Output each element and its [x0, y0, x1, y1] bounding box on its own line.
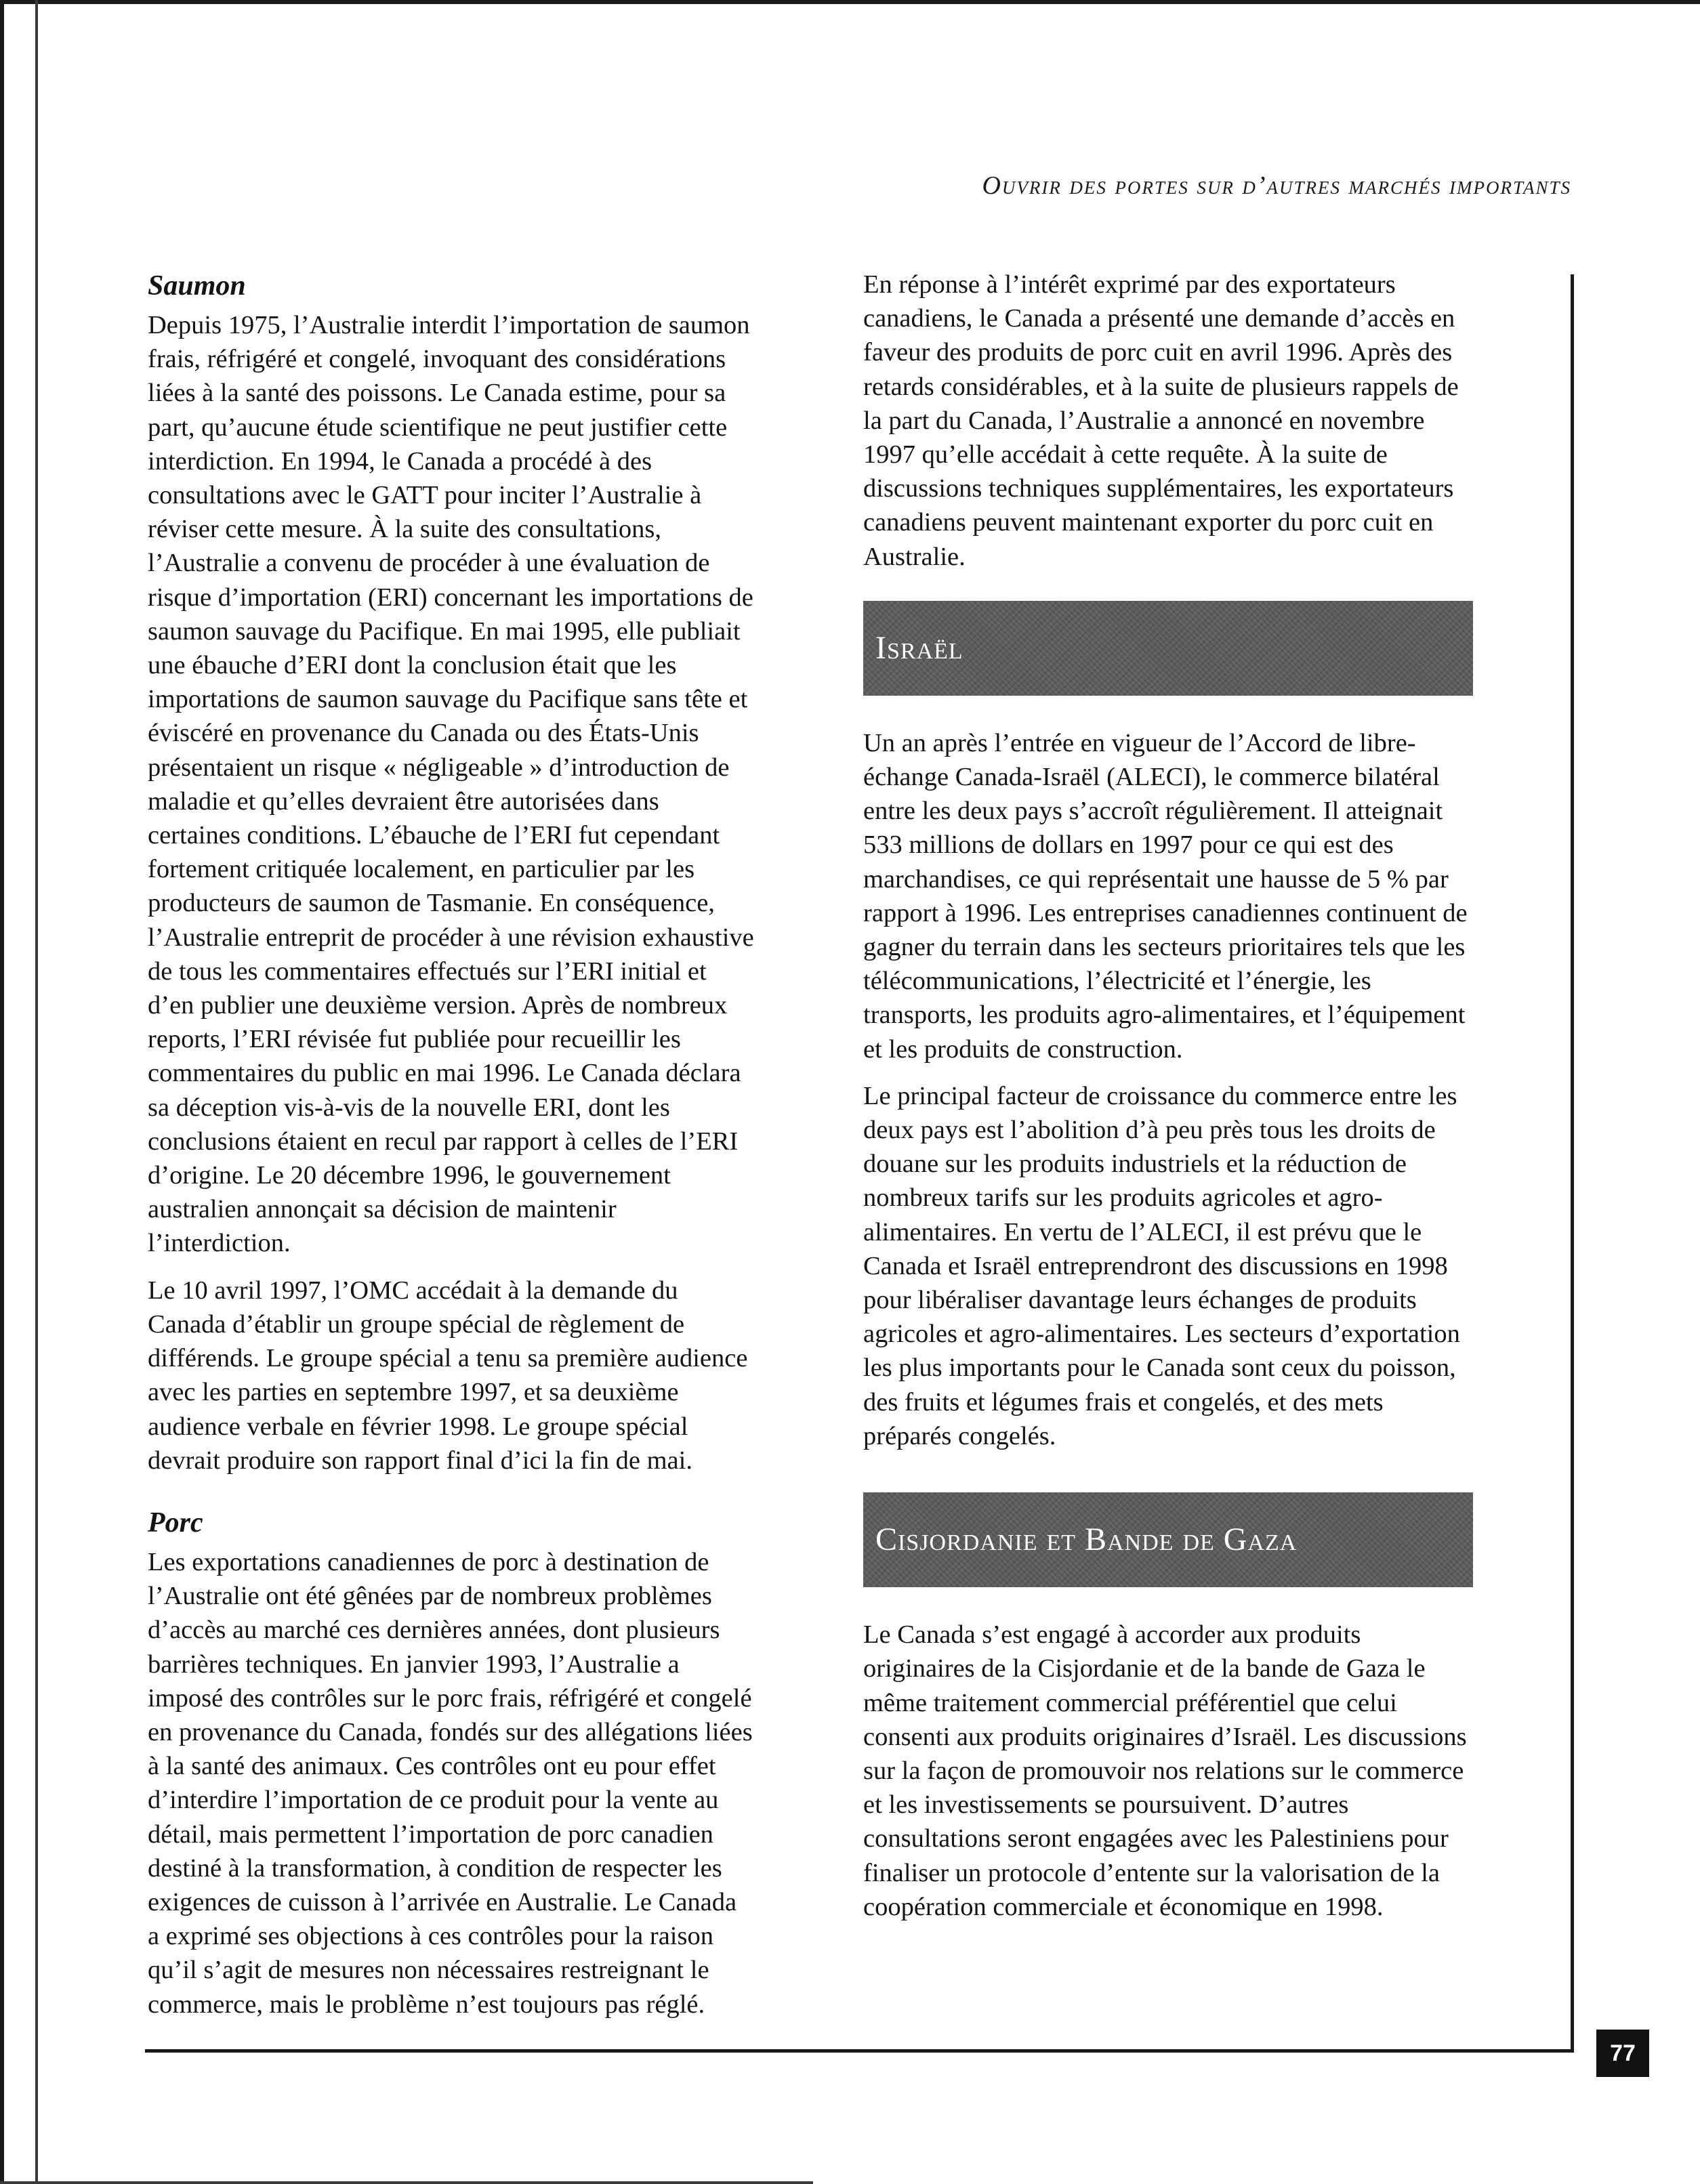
scan-edge-left-inner — [35, 0, 38, 2184]
israel-section-banner — [863, 601, 1473, 696]
saumon-paragraph: Depuis 1975, l’Australie interdit l’importation de saumon frais, réfrigéré et congelé, invoquant des considérations liées à la santé des poissons. Le Canada estime, pour sa part, qu’aucune étude scientifique ne peut justifier cette interdiction. En 1994, le Canada a procédé à des consultations avec le GATT pour inciter l’Australie à réviser cette mesure. À la suite des consultations, l’Australie a convenu de procéder à une évaluation de risque d’importation (ERI) concernant les importations de saumon sauvage du Pacifique. En mai 1995, elle publiait une ébauche d’ERI dont la conclusion était que les importations de saumon sauvage du Pacifique sans tête et éviscéré en provenance du Canada ou des États-Unis présentaient un risque « négligeable » d’introduction de maladie et qu’elles devraient être autorisées dans certaines conditions. L’ébauche de l’ERI fut cependant fortement critiquée localement, en particulier par les producteurs de saumon de Tasmanie. En conséquence, l’Australie entreprit de procéder à une révision exhaustive de tous les commentaires effectués sur l’ERI initial et d’en publier une deuxième version. Après de nombreux reports, l’ERI révisée fut publiée pour recueillir les commentaires du public en mai 1996. Le Canada déclara sa déception vis-à-vis de la nouvelle ERI, dont les conclusions étaient en recul par rapport à celles de l’ERI d’origine. Le 20 décembre 1996, le gouvernement australien annonçait sa décision de maintenir l’interdiction. — [148, 311, 754, 1258]
gaza-banner-title: Cisjordanie et Bande de Gaza — [875, 1521, 1298, 1557]
israel-banner-title: Israël — [875, 629, 963, 666]
bottom-horizontal-rule — [145, 2049, 1574, 2053]
page-number-badge: 77 — [1596, 2030, 1649, 2077]
gaza-paragraph: Le Canada s’est engagé à accorder aux produits originaires de la Cisjordanie et de la bande de Gaza le même traitement commercial préférentiel que celui consenti aux produits originaires d’Israël. Les discussions sur la façon de promouvoir nos relations sur le commerce et les investissements se poursuivent. D’autres consultations seront engagées avec les Palestiniens pour finaliser un protocole d’entente sur la valorisation de la coopération commerciale et économique en 1998. — [863, 1620, 1467, 1921]
left-column — [148, 268, 754, 2034]
gaza-section-banner — [863, 1492, 1473, 1587]
right-vertical-rule — [1571, 274, 1574, 2049]
porc-paragraph: Les exportations canadiennes de porc à destination de l’Australie ont été gênées par de nombreux problèmes d’accès au marché ces dernières années, dont plusieurs barrières techniques. En janvier 1993, l’Australie a imposé des contrôles sur le porc frais, réfrigéré et congelé en provenance du Canada, fondés sur des allégations liées à la santé des animaux. Ces contrôles ont eu pour effet d’interdire l’importation de ce produit pour la vente au détail, mais permettent l’importation de porc canadien destiné à la transformation, à condition de respecter les exigences de cuisson à l’arrivée en Australie. Le Canada a exprimé ses objections à ces contrôles pour la raison qu’il s’agit de mesures non nécessaires restreignant le commerce, mais le problème n’est toujours pas réglé. — [148, 1547, 753, 2019]
israel-paragraph: Le principal facteur de croissance du commerce entre les deux pays est l’abolition d’à peu près tous les droits de douane sur les produits industriels et la réduction de nombreux tarifs sur les produits agricoles et agro-alimentaires. En vertu de l’ALECI, il est prévu que le Canada et Israël entreprendront des discussions en 1998 pour libéraliser davantage leurs échanges de produits agricoles et agro-alimentaires. Les secteurs d’exportation les plus importants pour le Canada sont ceux du poisson, des fruits et légumes frais et congelés, et des mets préparés congelés. — [863, 1081, 1460, 1450]
right-column — [863, 268, 1473, 1937]
scan-edge-top — [0, 0, 1700, 4]
saumon-heading: Saumon — [148, 270, 246, 301]
running-header: Ouvrir des portes sur d’autres marchés importants — [982, 171, 1571, 200]
porc-heading: Porc — [148, 1507, 203, 1538]
israel-paragraph: Un an après l’entrée en vigueur de l’Accord de libre-échange Canada-Israël (ALECI), le commerce bilatéral entre les deux pays s’accroît régulièrement. Il atteignait 533 millions de dollars en 1997 pour ce qui est des marchandises, ce qui représentait une hausse de 5 % par rapport à 1996. Les entreprises canadiennes continuent de gagner du terrain dans les secteurs prioritaires tels que les télécommunications, l’électricité et l’énergie, les transports, les produits agro-alimentaires, et l’équipement et les produits de construction. — [863, 728, 1468, 1064]
saumon-paragraph: Le 10 avril 1997, l’OMC accédait à la demande du Canada d’établir un groupe spécial de règlement de différends. Le groupe spécial a tenu sa première audience avec les parties en septembre 1997, et sa deuxième audience verbale en février 1998. Le groupe spécial devrait produire son rapport final d’ici la fin de mai. — [148, 1276, 748, 1475]
scan-edge-left — [0, 0, 4, 2184]
scan-edge-bottom — [0, 2181, 813, 2184]
porc-cuit-paragraph: En réponse à l’intérêt exprimé par des exportateurs canadiens, le Canada a présenté une demande d’accès en faveur des produits de porc cuit en avril 1996. Après des retards considérables, et à la suite de plusieurs rappels de la part du Canada, l’Australie a annoncé en novembre 1997 qu’elle accédait à cette requête. À la suite de discussions techniques supplémentaires, les exportateurs canadiens peuvent maintenant exporter du porc cuit en Australie. — [863, 270, 1459, 571]
